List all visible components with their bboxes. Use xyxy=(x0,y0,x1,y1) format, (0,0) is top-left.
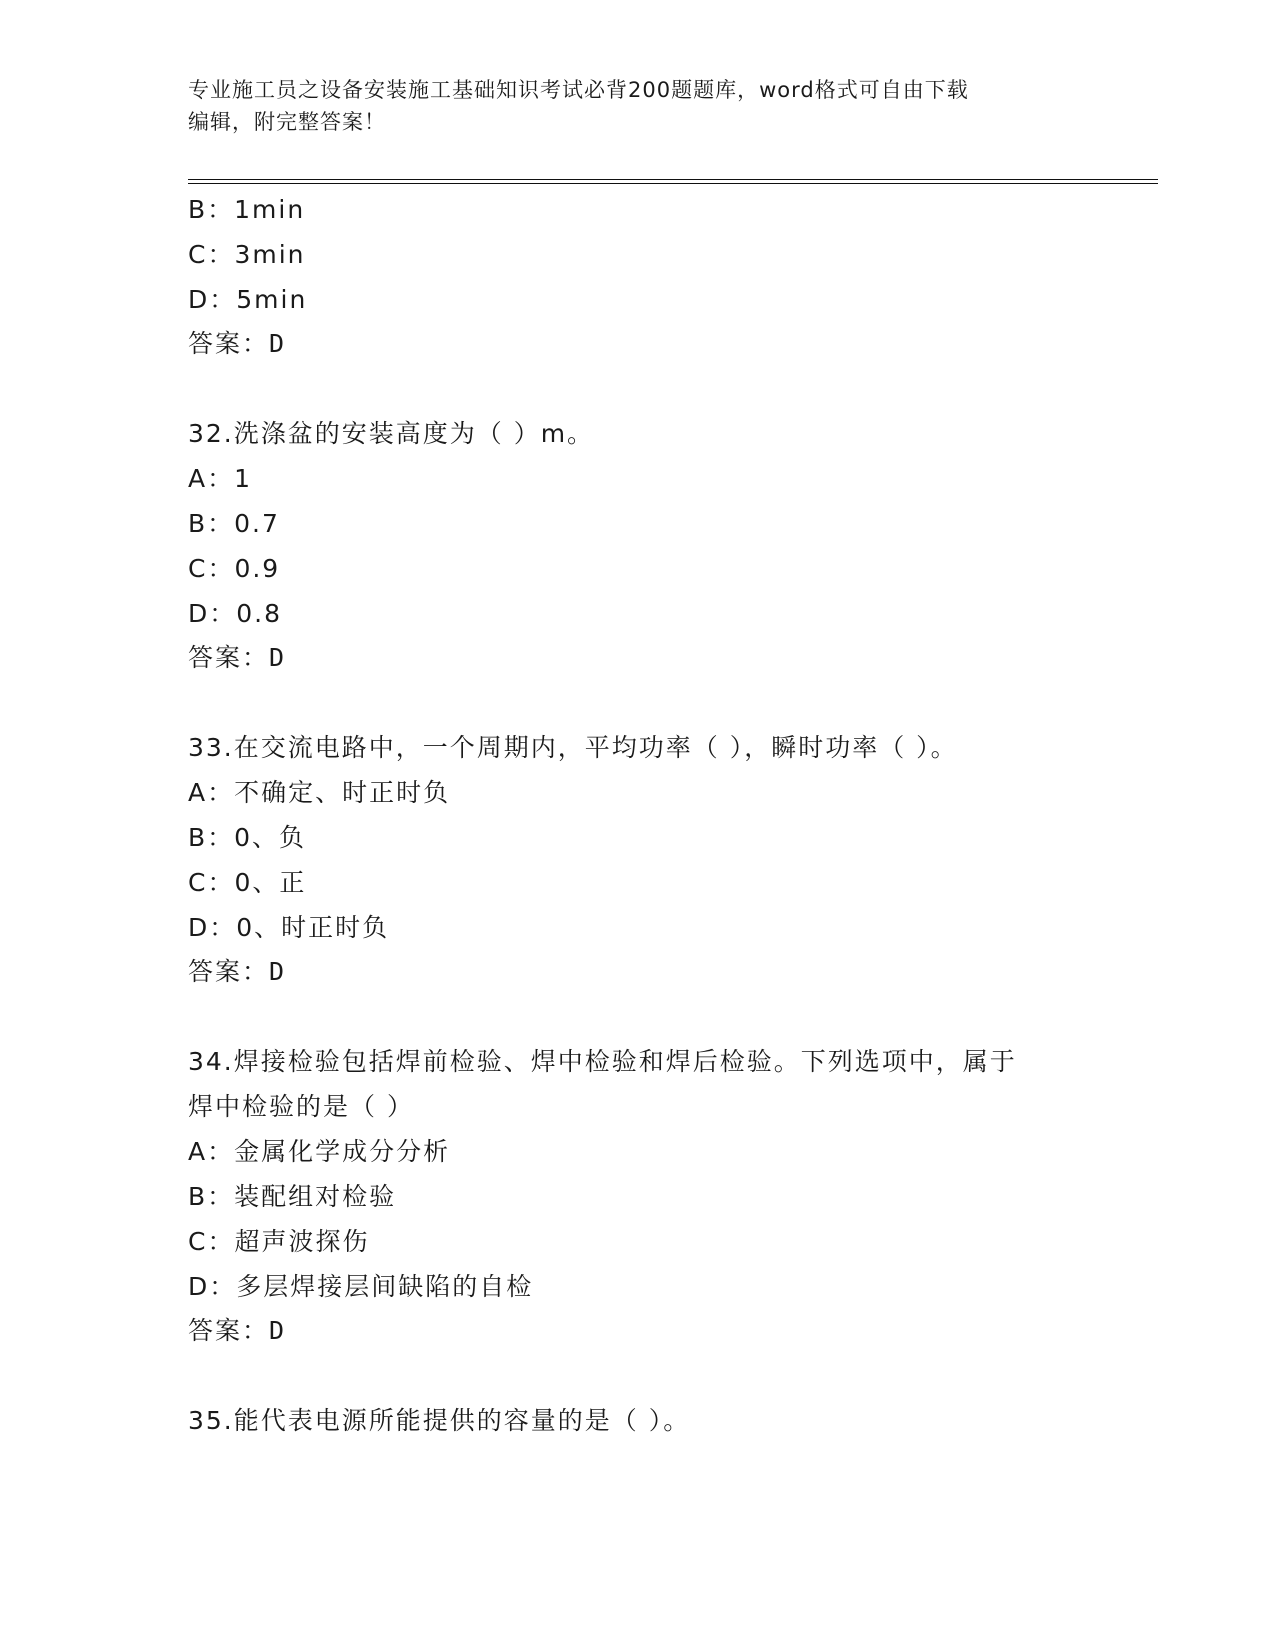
answer-label: 答案： xyxy=(188,329,270,358)
header-title-line-1: 专业施工员之设备安装施工基础知识考试必背200题题库，word格式可自由下载 xyxy=(188,78,969,102)
question-stem: 34.焊接检验包括焊前检验、焊中检验和焊后检验。下列选项中，属于 xyxy=(188,1047,1017,1076)
header-title-line-2: 编辑，附完整答案！ xyxy=(188,110,386,134)
option-c: C：0、正 xyxy=(188,868,307,897)
answer-value: D xyxy=(269,329,287,358)
answer-line xyxy=(188,1315,286,1347)
answer-value: D xyxy=(269,1316,287,1345)
option-a: A：金属化学成分分析 xyxy=(188,1137,451,1166)
option-b: B：1min xyxy=(188,195,306,224)
answer-label: 答案： xyxy=(188,1316,270,1345)
option-a: A：不确定、时正时负 xyxy=(188,778,451,807)
option-c: C：3min xyxy=(188,240,306,269)
option-a: A：1 xyxy=(188,464,253,493)
header-divider-top xyxy=(188,179,1158,180)
option-b: B：0.7 xyxy=(188,509,280,538)
document-header xyxy=(188,74,1088,138)
option-b: B：0、负 xyxy=(188,823,307,852)
option-d: D：0.8 xyxy=(188,599,283,628)
answer-label: 答案： xyxy=(188,957,270,986)
answer-line xyxy=(188,642,286,674)
option-c: C：0.9 xyxy=(188,554,281,583)
question-stem: 33.在交流电路中，一个周期内，平均功率（ ），瞬时功率（ ）。 xyxy=(188,733,958,762)
header-divider-bottom xyxy=(188,183,1158,184)
option-b: B：装配组对检验 xyxy=(188,1182,397,1211)
answer-line xyxy=(188,956,286,988)
answer-line xyxy=(188,328,286,360)
question-stem-continued: 焊中检验的是（ ） xyxy=(188,1092,414,1121)
answer-label: 答案： xyxy=(188,643,270,672)
question-stem: 32.洗涤盆的安装高度为（ ）m。 xyxy=(188,419,595,448)
answer-value: D xyxy=(269,643,287,672)
option-d: D：多层焊接层间缺陷的自检 xyxy=(188,1272,534,1301)
question-stem: 35.能代表电源所能提供的容量的是（ ）。 xyxy=(188,1406,691,1435)
option-d: D：5min xyxy=(188,285,308,314)
option-d: D：0、时正时负 xyxy=(188,913,390,942)
answer-value: D xyxy=(269,957,287,986)
option-c: C：超声波探伤 xyxy=(188,1227,370,1256)
